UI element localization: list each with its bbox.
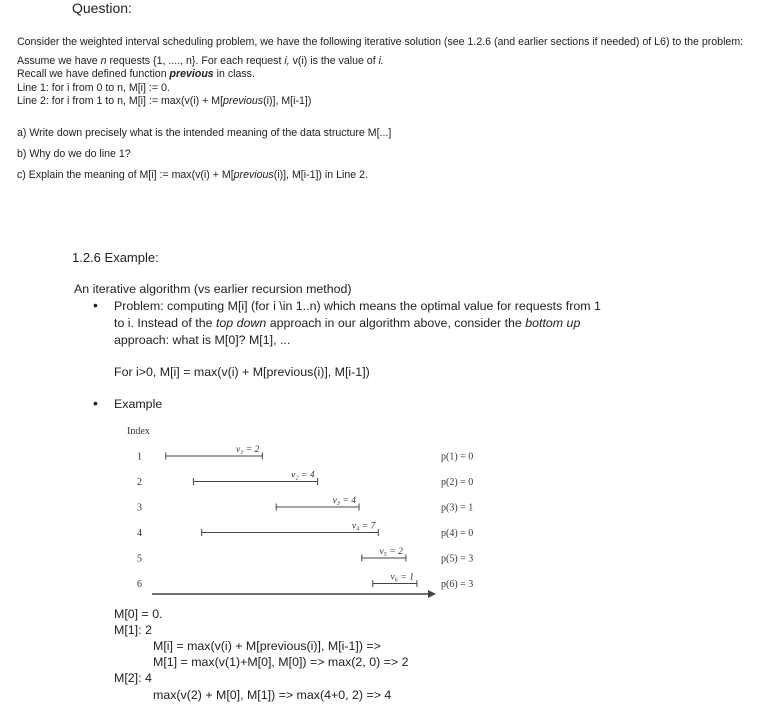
memo-m0: M[0] = 0. [114,607,163,621]
assume-mid: requests {1, ...., n}. For each request [106,55,285,67]
recall-post: in class. [213,68,255,80]
row-index-3: 3 [137,502,142,514]
qc-pre: c) Explain the meaning of M[i] := max(v(i) + M[ [17,169,234,181]
row-index-1: 1 [137,451,142,463]
line2-post: (i)], M[i-1]) [263,95,312,107]
assume-post: v(i) is the value of [289,55,379,67]
row-index-5: 5 [137,553,142,565]
figure-rows [137,445,473,590]
recurrence-line: For i>0, M[i] = max(v(i) + M[previous(i)], M[i-1]) [114,365,370,379]
line2-fn: previous [223,95,264,107]
assume-n: n [100,55,107,67]
question-intro: Consider the weighted interval scheduling problem, we have the following iterative solution (see 1.2.6 (and earlier sections if needed) of L6) to the problem: [17,36,744,48]
line2-pre: Line 2: for i from 1 to n, M[i] := max(v(i) + M[ [17,95,224,107]
recall-fn: previous [169,68,214,80]
qc-fn: previous [233,169,274,181]
previous-label-6: p(6) = 3 [441,579,474,590]
b1l2-mid: approach in our algorithm above, consider the [266,316,526,330]
assume-i: i, [284,55,290,67]
question-heading: Question: [72,0,132,16]
time-arrow-head [428,590,436,598]
b1l2-em2: bottom up [525,316,581,330]
assume-end: i. [378,55,384,67]
bullet1-line1: Problem: computing M[i] (for i \in 1..n) which means the optimal value for requests from 1 [114,299,601,313]
question-a: a) Write down precisely what is the intended meaning of the data structure M[...] [17,127,392,139]
memo-m2: M[2]: 4 [114,671,152,685]
time-arrow [152,590,436,598]
interval-value-label-2: v₂ = 4 [291,470,315,481]
question-b: b) Why do we do line 1? [17,148,131,160]
b1l2-pre: to i. Instead of the [114,316,216,330]
example-title: 1.2.6 Example: [72,250,159,265]
bullet1-line3: approach: what is M[0]? M[1], ... [114,333,291,347]
memo-m1: M[1]: 2 [114,623,152,637]
bullet-1: • [93,297,98,313]
bullet2-text: Example [114,397,163,411]
interval-value-label-3: v₃ = 4 [332,496,356,506]
previous-label-5: p(5) = 3 [441,553,474,565]
figure-index-label: Index [127,426,150,437]
previous-label-2: p(2) = 0 [441,477,474,488]
interval-value-label-5: v₅ = 2 [379,547,403,557]
memo-m1-calc2: M[1] = max(v(1)+M[0], M[0]) => max(2, 0) => 2 [153,655,409,669]
line1-text: Line 1: for i from 0 to n, M[i] := 0. [17,82,170,94]
previous-label-1: p(1) = 0 [441,451,474,463]
row-index-2: 2 [137,477,142,488]
row-index-6: 6 [137,579,142,590]
row-index-4: 4 [137,528,142,539]
bullet-2: • [93,395,98,411]
interval-value-label-6: v₆ = 1 [390,572,414,583]
qc-post: (i)], M[i-1]) in Line 2. [273,169,368,181]
previous-label-4: p(4) = 0 [441,528,474,539]
previous-label-3: p(3) = 1 [441,502,474,514]
recall-pre: Recall we have defined function [17,68,170,80]
interval-value-label-1: v₁ = 2 [235,445,260,455]
assume-pre: Assume we have [17,55,101,67]
example-subtitle: An iterative algorithm (vs earlier recursion method) [74,282,352,296]
interval-value-label-4: v₄ = 7 [351,521,376,532]
b1l2-em1: top down [215,316,267,330]
memo-m2-calc: max(v(2) + M[0], M[1]) => max(4+0, 2) => 4 [153,688,392,702]
memo-m1-calc1: M[i] = max(v(i) + M[previous(i)], M[i-1]) => [153,639,381,653]
